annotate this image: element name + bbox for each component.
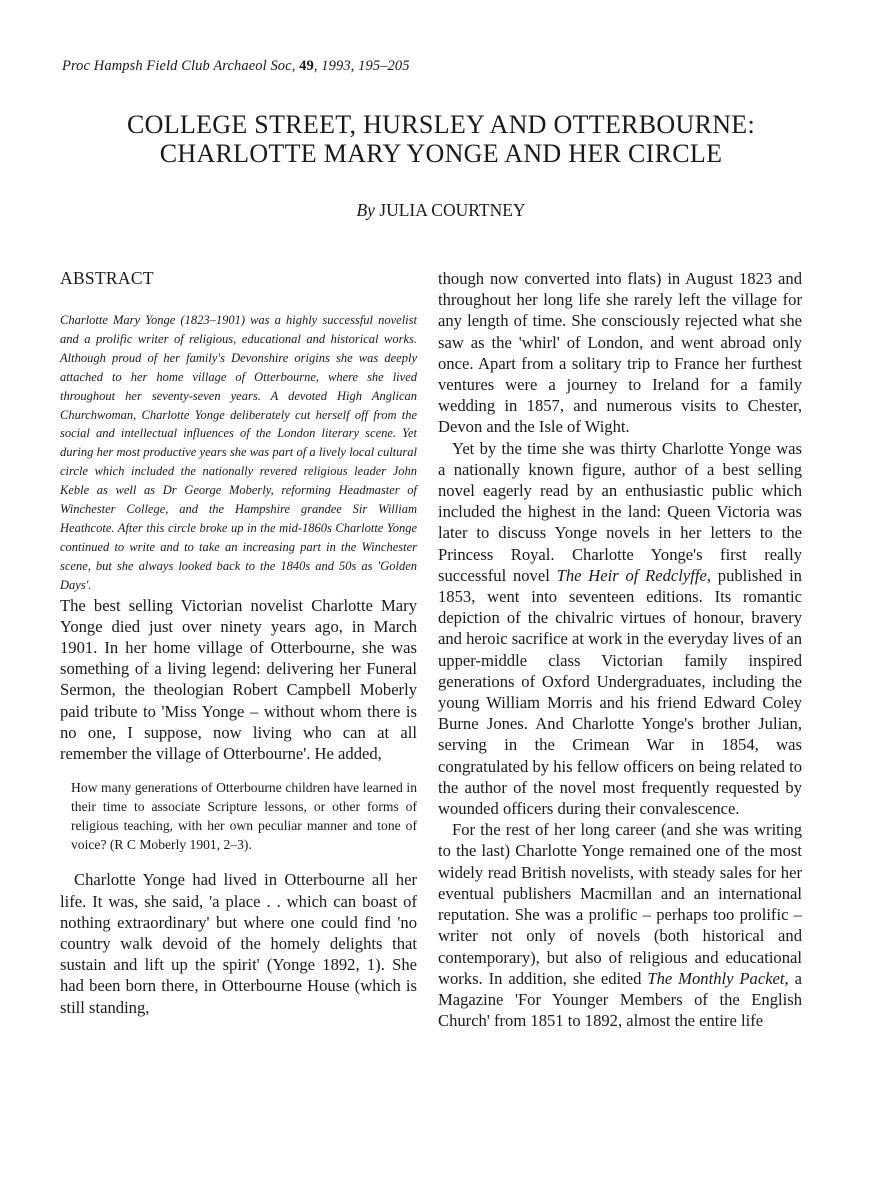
novel-title: The Heir of Redclyffe — [556, 565, 707, 585]
abstract-text: Charlotte Mary Yonge (1823–1901) was a highly successful novelist and a prolific writer of religious, educational and historical works. Although proud of her family's Devonshire origins she was deeply attached to her home village of Otterbourne, where she lived throughout her seventy-seven years. A devoted High Anglican Churchwoman, Charlotte Yonge deliberately cut herself off from the social and intellectual influences of the London literary scene. Yet during her most productive years she was part of a lively local cultural circle which included the nationally revered religious leader John Keble as well as Dr George Moberly, reforming Headmaster of Winchester College, and the Hampshire grandee Sir William Heathcote. After this circle broke up in the mid-1860s Charlotte Yonge continued to write and to take an increasing part in the Winchester scene, but she always looked back to the 1840s and 50s as 'Golden Days'. — [60, 313, 417, 592]
paragraph-4-text-a: Yet by the time she was thirty Charlotte Yonge was a nationally known figure, author of a best selling novel eagerly read by an enthusiastic public which included the highest in the land: Queen Victoria was later to discuss Yonge novels in her letters to the Princess Royal. Charlotte Yonge's first really successful novel — [438, 438, 802, 585]
byline — [60, 200, 822, 221]
byline-prefix: By — [356, 200, 375, 220]
journal-citation — [62, 58, 762, 75]
body-paragraph-3: though now converted into flats) in August 1823 and throughout her long life she rarely left the village for any length of time. She consciously rejected what she saw as the 'whirl' of London, and went abroad only once. Apart from a solitary trip to France her furthest ventures were a journey to Ireland for a family wedding in 1857, and numerous visits to Chester, Devon and the Isle of Wight. — [438, 269, 802, 437]
volume-number: 49 — [299, 58, 314, 74]
magazine-title: The Monthly Packet — [647, 968, 785, 988]
journal-name: Proc Hampsh Field Club Archaeol Soc, — [62, 58, 296, 74]
block-quote: How many generations of Otterbourne children have learned in their time to associate Scripture lessons, or other forms of religious teaching, with her own peculiar manner and tone of voice? (R C Moberly 1901, 2–3). — [71, 780, 417, 852]
title-line-2: CHARLOTTE MARY YONGE AND HER CIRCLE — [159, 139, 723, 168]
paragraph-4-text-b: , published in 1853, went into seventeen editions. Its romantic depiction of the chivalric virtues of honour, bravery and heroic sacrifice at work in the everyday lives of an upper-middle class Victorian family inspired generations of Oxford Undergraduates, including the young William Morris and his friend Edward Coley Burne Jones. And Charlotte Yonge's brother Julian, serving in the Crimean War in 1854, was congratulated by his fellow officers on being related to the author of the novel most frequently requested by wounded officers during their convalescence. — [438, 565, 802, 819]
article-title — [60, 110, 822, 168]
title-line-1: COLLEGE STREET, HURSLEY AND OTTERBOURNE: — [126, 110, 756, 139]
right-column — [438, 268, 802, 1031]
author-name: JULIA COURTNEY — [379, 200, 526, 220]
paragraph-5-text-a: For the rest of her long career (and she was writing to the last) Charlotte Yonge remained one of the most widely read British novelists, with steady sales for her eventual publishers Macmillan and an international reputation. She was a prolific – perhaps too prolific – writer not only of novels (both historical and contemporary), but also of religious and educational works. In addition, she edited — [438, 820, 802, 988]
body-paragraph-4 — [438, 438, 802, 820]
body-paragraph-5 — [438, 819, 802, 1031]
left-column — [60, 268, 417, 1018]
abstract-heading: ABSTRACT — [60, 268, 154, 288]
year-pages: , 1993, 195–205 — [313, 58, 410, 74]
body-paragraph-1: The best selling Victorian novelist Charlotte Mary Yonge died just over ninety years ago, in March 1901. In her home village of Otterbourne, she was something of a living legend: delivering her Funeral Sermon, the theologian Robert Campbell Moberly paid tribute to 'Miss Yonge – without whom there is no one, I suppose, now living who can at all remember the village of Otterbourne'. He added, — [60, 595, 417, 764]
body-paragraph-2: Charlotte Yonge had lived in Otterbourne all her life. It was, she said, 'a place . . which can boast of nothing extraordinary' but where one could find 'no country walk devoid of the homely delights that sustain and lift up the spirit' (Yonge 1892, 1). She had been born there, in Otterbourne House (which is still standing, — [60, 870, 417, 1017]
paragraph-5-text-b: , a Magazine 'For Younger Members of the English Church' from 1851 to 1892, almost the entire life — [438, 968, 802, 1031]
